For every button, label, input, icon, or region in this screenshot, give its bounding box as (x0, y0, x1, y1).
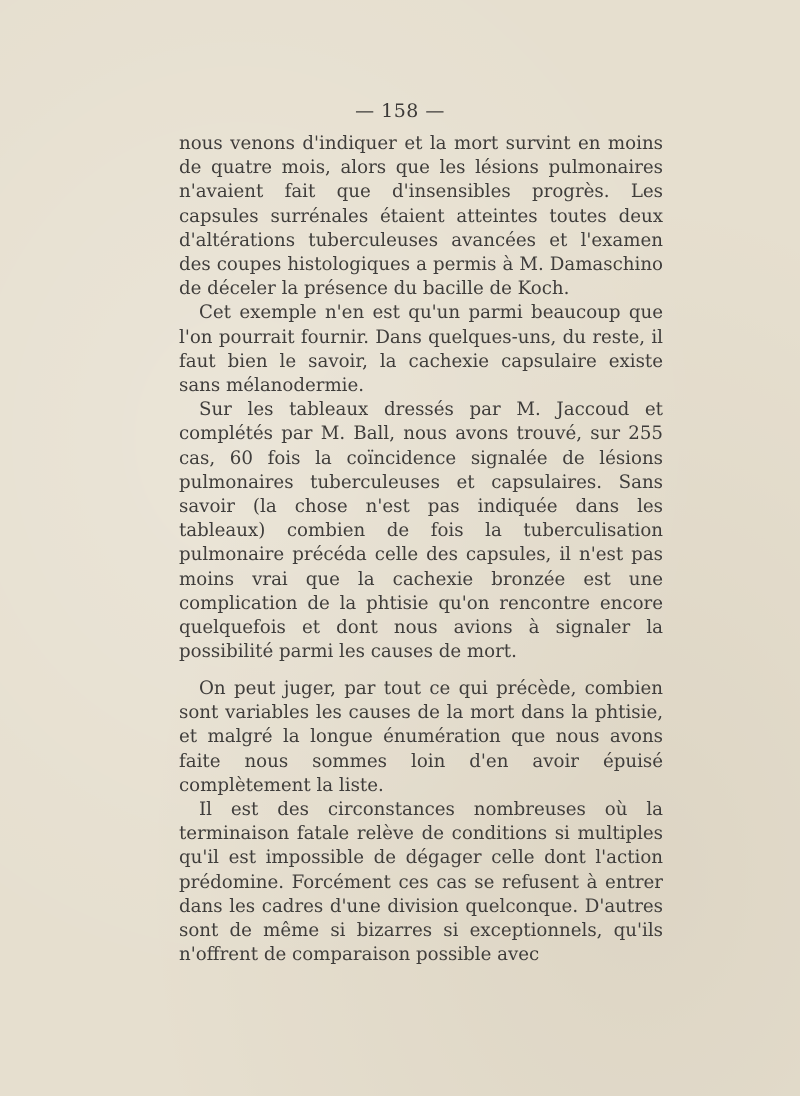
paragraph: Cet exemple n'en est qu'un parmi beaucoup que l'on pourrait fournir. Dans quelques-uns, du reste, il faut bien le savoir, la cachexie capsulaire existe sans mélanodermie. (179, 302, 663, 397)
paragraph: On peut juger, par tout ce qui précède, combien sont variables les causes de la mort dans la phtisie, et malgré la longue énumération que nous avons faite nous sommes loin d'en avoir épuisé complètement la liste. (179, 678, 663, 796)
text-section-1 (179, 132, 663, 664)
text-section-2 (179, 677, 663, 967)
paragraph: nous venons d'indiquer et la mort survint en moins de quatre mois, alors que les lésions pulmonaires n'avaient fait que d'insensibles progrès. Les capsules surrénales étaient atteintes toutes deux d'altérations tuberculeuses avancées et l'examen des coupes histologiques a permis à M. Damaschino de déceler la présence du bacille de Koch. (179, 133, 663, 300)
page-number: — 158 — (355, 100, 445, 122)
paragraph: Sur les tableaux dressés par M. Jaccoud et complétés par M. Ball, nous avons trouvé, sur 255 cas, 60 fois la coïncidence signalée de lésions pulmonaires tuberculeuses et capsulaires. Sans savoir (la chose n'est pas indiquée dans les tableaux) combien de fois la tuberculisation pulmonaire précéda celle des capsules, il n'est pas moins vrai que la cachexie bronzée est une complication de la phtisie qu'on rencontre encore quelquefois et dont nous avions à signaler la possibilité parmi les causes de mort. (179, 399, 663, 663)
paragraph: Il est des circonstances nombreuses où la terminaison fatale relève de conditions si multiples qu'il est impossible de dégager celle dont l'action prédomine. Forcément ces cas se refusent à entrer dans les cadres d'une division quelconque. D'autres sont de même si bizarres si exceptionnels, qu'ils n'offrent de comparaison possible avec (179, 799, 663, 966)
